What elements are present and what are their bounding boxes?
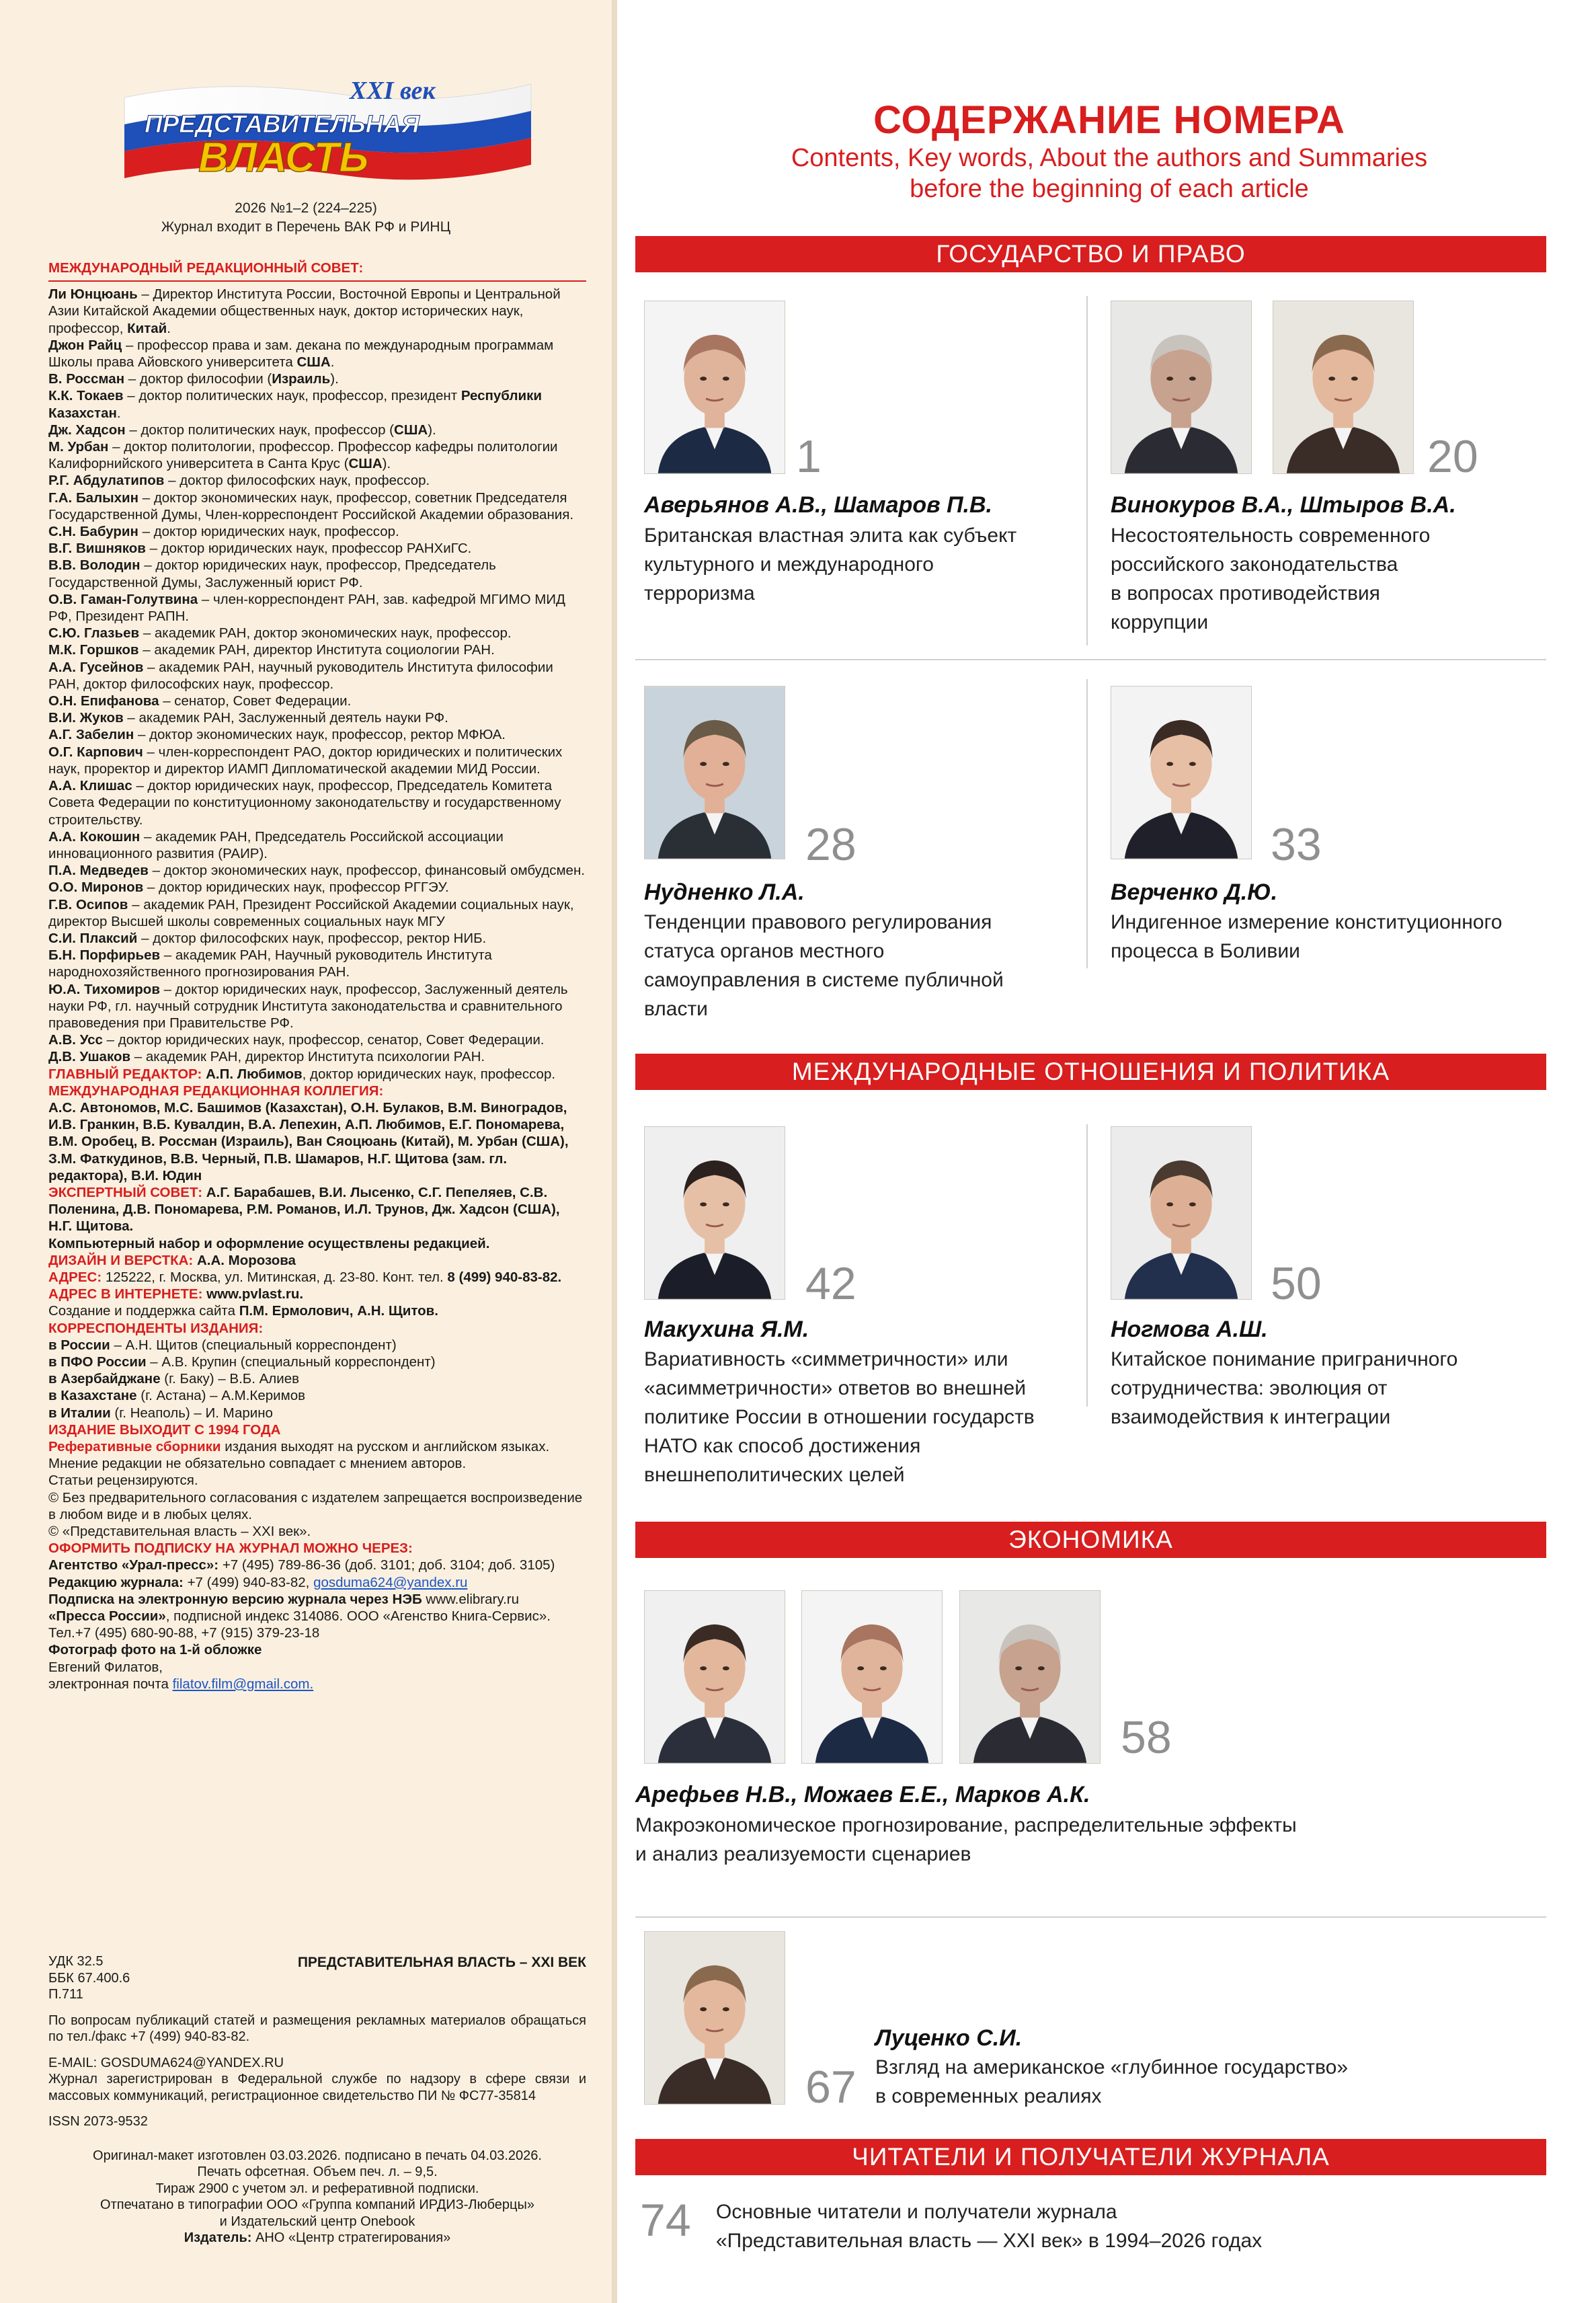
council-member: Г.В. Осипов – академик РАН, Президент Российской Академии социальных наук, директор Высшей школы современных социальных наук МГУ (48, 896, 574, 929)
article-title-line: самоуправления в системе публичной (644, 969, 1004, 991)
publisher: Издатель: АНО «Центр стратегирования» (184, 2230, 451, 2245)
subscribe-pressa: «Пресса России», подписной индекс 314086. ООО «Агенство Книга-Сервис». (48, 1608, 551, 1625)
council-member: О.Н. Епифанова – сенатор, Совет Федерации. (48, 693, 352, 709)
portrait-photo (645, 1932, 785, 2104)
article-authors: Луценко С.И. (875, 2025, 1023, 2051)
corr-item: в ПФО России – А.В. Крупин (специальный корреспондент) (48, 1354, 436, 1370)
portrait-photo (645, 1127, 785, 1299)
address: АДРЕС: 125222, г. Москва, ул. Митинская, д. 23-80. Конт. тел. 8 (499) 940-83-82. (48, 1269, 562, 1285)
article-title[interactable] (716, 2197, 1262, 2255)
article-title-line: в современных реалиях (875, 2085, 1102, 2107)
council-member: М.К. Горшков – академик РАН, директор Института социологии РАН. (48, 642, 495, 658)
article-title-line: коррупции (1111, 611, 1209, 633)
note-copyright: © Без предварительного согласования с издателем запрещается воспроизведение в любом виде и в любых целях. (48, 1489, 583, 1522)
council-member: В.В. Володин – доктор юридических наук, профессор, Председатель Государственной Думы, Заслуженный юрист РФ. (48, 557, 496, 590)
footer-email: E-MAIL: GOSDUMA624@YANDEX.RU (48, 2055, 284, 2070)
bbk: ББК 67.400.6 (48, 1970, 130, 1986)
article-title-line: российского законодательства (1111, 553, 1398, 576)
article-authors: Ногмова А.Ш. (1111, 1317, 1268, 1342)
article-page-number[interactable]: 33 (1271, 819, 1322, 870)
portrait-photo (960, 1591, 1100, 1763)
grid-divider (635, 1916, 1546, 1918)
photo-credit-mail: электронная почта filatov.film@gmail.com. (48, 1676, 314, 1692)
article-title-line: статуса органов местного (644, 940, 885, 962)
article-title[interactable] (1111, 521, 1430, 637)
section-economics[interactable]: ЭКОНОМИКА (635, 1522, 1546, 1558)
article-title[interactable] (875, 2053, 1348, 2111)
web-address: АДРЕС В ИНТЕРНЕТЕ: www.pvlast.ru. (48, 1286, 304, 1302)
issn: ISSN 2073-9532 (48, 2114, 148, 2129)
council-member: С.Ю. Глазьев – академик РАН, доктор экономических наук, профессор. (48, 625, 512, 641)
grid-divider (635, 659, 1546, 660)
council-member: О.Г. Карпович – член-корреспондент РАО, доктор юридических и политических наук, проректор и директор ИАМП Дипломатической академии МИД России. (48, 744, 563, 777)
article-title[interactable] (1111, 908, 1502, 966)
subscribe-editorial: Редакцию журнала: +7 (499) 940-83-82, gosduma624@yandex.ru (48, 1574, 468, 1590)
portrait-photo (1111, 1127, 1251, 1299)
article-title-line: власти (644, 998, 708, 1020)
article-page-number[interactable]: 58 (1121, 1712, 1172, 1763)
article-authors: Винокуров В.А., Штыров В.А. (1111, 492, 1456, 518)
author-photo (1111, 686, 1252, 859)
logo-line2: ВЛАСТЬ (198, 134, 369, 181)
toc-subtitle-2: before the beginning of each article (910, 175, 1309, 203)
council-member: А.А. Клишас – доктор юридических наук, профессор, Председатель Комитета Совета Федерации по конституционному законодательству и государственному строительству. (48, 778, 561, 828)
article-title[interactable] (644, 908, 1004, 1023)
article-title-line: взаимодействия к интеграции (1111, 1406, 1391, 1428)
editorial-info (48, 260, 586, 1692)
article-title-line: культурного и международного (644, 553, 934, 576)
council-member: Г.А. Балыхин – доктор экономических наук, профессор, советник Председателя Государственной Думы, Член-корреспондент Российской Академии образования. (48, 490, 574, 522)
subscribe-tel: Тел.+7 (495) 680-90-88, +7 (915) 379-23-18 (48, 1625, 320, 1641)
p-index: П.711 (48, 1987, 83, 2002)
council-member: Д.В. Ушаков – академик РАН, директор Института психологии РАН. (48, 1049, 485, 1065)
journal-logo (118, 71, 538, 182)
photographer-email-link[interactable]: filatov.film@gmail.com. (172, 1676, 314, 1692)
since-note: ИЗДАНИЕ ВЫХОДИТ С 1994 ГОДА (48, 1421, 281, 1438)
issue-number: 2026 №1–2 (224–225) (235, 200, 377, 216)
article-page-number[interactable]: 42 (805, 1258, 856, 1309)
council-member: С.Н. Бабурин – доктор юридических наук, профессор. (48, 524, 399, 540)
corr-item: в Казахстане (г. Астана) – А.М.Керимов (48, 1388, 306, 1404)
print-info (48, 2148, 586, 2230)
vak-note: Журнал входит в Перечень ВАК РФ и РИНЦ (161, 219, 451, 235)
council-member: С.И. Плаксий – доктор философских наук, профессор, ректор НИБ. (48, 930, 487, 946)
article-title-line: Тенденции правового регулирования (644, 911, 992, 933)
article-page-number[interactable]: 28 (805, 819, 856, 870)
section-international[interactable]: МЕЖДУНАРОДНЫЕ ОТНОШЕНИЯ И ПОЛИТИКА (635, 1054, 1546, 1090)
corr-heading: КОРРЕСПОНДЕНТЫ ИЗДАНИЯ: (48, 1320, 264, 1336)
author-photo (1111, 1126, 1252, 1300)
council-member: Р.Г. Абдулатипов – доктор философских наук, профессор. (48, 473, 430, 489)
print-line: Отпечатано в типографии ООО «Группа компаний ИРДИЗ-Люберцы» (100, 2197, 534, 2212)
article-page-number[interactable]: 50 (1271, 1258, 1322, 1309)
article-title[interactable] (1111, 1345, 1458, 1432)
subscribe-ural: Агентство «Урал-пресс»: +7 (495) 789-86-36 (доб. 3101; доб. 3104; доб. 3105) (48, 1557, 555, 1573)
council-member: О.В. Гаман-Голутвина – член-корреспондент РАН, зав. кафедрой МГИМО МИД РФ, Президент РАПН. (48, 591, 565, 625)
article-authors: Нудненко Л.А. (644, 880, 805, 905)
portrait-photo (645, 687, 785, 859)
council-member: В. Россман – доктор философии (Израиль). (48, 371, 339, 387)
portrait-photo (645, 301, 785, 473)
web-credit: Создание и поддержка сайта П.М. Ермолович, А.Н. Щитов. (48, 1303, 438, 1319)
article-title-line: и анализ реализуемости сценариев (635, 1843, 971, 1865)
article-title[interactable] (644, 1345, 1035, 1489)
editorial-email-link[interactable]: gosduma624@yandex.ru (313, 1574, 468, 1590)
toc-subtitle-1: Contents, Key words, About the authors and Summaries (791, 144, 1428, 172)
portrait-photo (1273, 301, 1413, 473)
corr-list (48, 1337, 586, 1421)
council-member: А.Г. Забелин – доктор экономических наук, профессор, ректор МФЮА. (48, 727, 506, 743)
council-heading: МЕЖДУНАРОДНЫЙ РЕДАКЦИОННЫЙ СОВЕТ: (48, 260, 364, 276)
article-title[interactable] (644, 521, 1016, 608)
article-title[interactable] (635, 1811, 1297, 1869)
design-credit: ДИЗАЙН И ВЕРСТКА: А.А. Морозова (48, 1252, 296, 1268)
typeset-note: Компьютерный набор и оформление осуществлены редакцией. (48, 1235, 490, 1251)
section-readers[interactable]: ЧИТАТЕЛИ И ПОЛУЧАТЕЛИ ЖУРНАЛА (635, 2139, 1546, 2175)
article-title-line: «асимметричности» ответов во внешней (644, 1377, 1026, 1399)
note-opinion: Мнение редакции не обязательно совпадает с мнением авторов. (48, 1456, 467, 1472)
board-members: А.С. Автономов, М.С. Башимов (Казахстан), О.Н. Булаков, В.М. Виноградов, И.В. Гранкин, В.Б. Кувалдин, В.А. Лепехин, А.П. Любимов, Е.Г. Пономарева, В.М. Оробец, В. Россман (Израиль), Ван Сяоцюань (Китай), М. Урбан (США), З.М. Фаткудинов, В.В. Черный, П.В. Шамаров, Н.Г. Щитова (зам. гл. редактора), В.И. Юдин (48, 1099, 569, 1183)
article-title-line: НАТО как способ достижения (644, 1435, 921, 1457)
council-member: Ли Юнцюань – Директор Института России, Восточной Европы и Центральной Азии Китайской Академии общественных наук, доктор исторических наук, профессор, Китай. (48, 286, 561, 336)
council-member: А.А. Кокошин – академик РАН, Председатель Российской ассоциации инновационного развития (РАИР). (48, 828, 504, 861)
photo-credit-label: Фотограф фото на 1-й обложке (48, 1642, 262, 1658)
article-page-number[interactable]: 20 (1427, 431, 1478, 482)
subscribe-neb: Подписка на электронную версию журнала через НЭБ www.elibrary.ru (48, 1591, 519, 1607)
council-member: А.В. Усс – доктор юридических наук, профессор, сенатор, Совет Федерации. (48, 1032, 545, 1048)
heading-divider (48, 280, 586, 282)
author-photo (1111, 301, 1252, 474)
article-title-line: внешнеполитических целей (644, 1464, 905, 1486)
article-title-line: Макроэкономическое прогнозирование, распределительные эффекты (635, 1814, 1297, 1836)
article-page-number[interactable]: 67 (805, 2062, 856, 2113)
author-photo (801, 1590, 943, 1764)
logo-top-text: XXI век (350, 77, 436, 105)
abstracts-note: Реферативные сборники издания выходят на русском и английском языках. (48, 1439, 550, 1455)
article-title-line: Основные читатели и получатели журнала (716, 2201, 1117, 2223)
author-photo (644, 301, 785, 474)
author-photo (959, 1590, 1101, 1764)
council-member: П.А. Медведев – доктор экономических наук, профессор, финансовый омбудсмен. (48, 863, 585, 879)
registration-note: Журнал зарегистрирован в Федеральной службе по надзору в сфере связи и массовых коммуникаций, регистрационное свидетельство ПИ № ФС77-35814 (48, 2072, 586, 2103)
toc-title: СОДЕРЖАНИЕ НОМЕРА (873, 98, 1345, 142)
corr-item: в России – А.Н. Щитов (специальный корреспондент) (48, 1337, 397, 1353)
council-member: М. Урбан – доктор политологии, профессор. Профессор кафедры политологии Калифорнийского университета в Санта Крус (США). (48, 439, 558, 472)
corr-item: в Азербайджане (г. Баку) – В.Б. Алиев (48, 1371, 300, 1387)
udk: УДК 32.5 (48, 1954, 104, 1969)
board-heading: МЕЖДУНАРОДНАЯ РЕДАКЦИОННАЯ КОЛЛЕГИЯ: (48, 1083, 384, 1099)
article-title-line: Британская властная элита как субъект (644, 524, 1017, 547)
print-line: Оригинал-макет изготовлен 03.03.2026. подписано в печать 04.03.2026. (93, 2148, 542, 2163)
logo-line1: ПРЕДСТАВИТЕЛЬНАЯ (145, 110, 420, 138)
article-page-number[interactable]: 1 (796, 431, 822, 482)
article-title-line: Несостоятельность современного (1111, 524, 1431, 547)
print-line: Тираж 2900 с учетом эл. и реферативной подписки. (155, 2181, 479, 2196)
council-member: Дж. Хадсон – доктор политических наук, профессор (США). (48, 422, 436, 438)
article-title-line: Индигенное измерение конституционного (1111, 911, 1503, 933)
author-photo (644, 1126, 785, 1300)
article-authors: Верченко Д.Ю. (1111, 880, 1278, 905)
portrait-photo (645, 1591, 785, 1763)
article-title-line: в вопросах противодействия (1111, 582, 1380, 604)
article-title-line: «Представительная власть — XXI век» в 1994–2026 годах (716, 2230, 1263, 2252)
article-title-line: политике России в отношении государств (644, 1406, 1035, 1428)
note-copyright-2: © «Представительная власть – XXI век». (48, 1524, 311, 1540)
journal-name: ПРЕДСТАВИТЕЛЬНАЯ ВЛАСТЬ – XXI ВЕК (297, 1955, 586, 1970)
ads-note: По вопросам публикаций статей и размещения рекламных материалов обращаться по тел./факс +7 (499) 940-83-82. (48, 2013, 586, 2044)
author-photo (644, 1590, 785, 1764)
chief-editor: ГЛАВНЫЙ РЕДАКТОР: А.П. Любимов, доктор юридических наук, профессор. (48, 1066, 556, 1082)
council-member: Джон Райц – профессор права и зам. декана по международным программам Школы права Айовского университета США. (48, 337, 554, 370)
council-member: Б.Н. Порфирьев – академик РАН, Научный руководитель Института народнохозяйственного прогнозирования РАН. (48, 947, 492, 980)
portrait-photo (1111, 687, 1251, 859)
article-title-line: терроризма (644, 582, 755, 604)
photo-credit-name: Евгений Филатов, (48, 1659, 163, 1675)
article-title-line: Вариативность «симметричности» или (644, 1348, 1008, 1370)
imprint (48, 1953, 586, 2247)
portrait-photo (1111, 301, 1251, 473)
author-photo (1273, 301, 1414, 474)
corr-item: в Италии (г. Неаполь) – И. Марино (48, 1405, 273, 1421)
council-member: В.И. Жуков – академик РАН, Заслуженный деятель науки РФ. (48, 710, 448, 726)
masthead-sidebar (0, 0, 612, 2303)
article-title-line: процесса в Боливии (1111, 940, 1300, 962)
council-member: Ю.А. Тихомиров – доктор юридических наук, профессор, Заслуженный деятель науки РФ, гл. научный сотрудник Института законодательства и сравнительного правоведения при Правительстве РФ. (48, 981, 568, 1031)
council-member: В.Г. Вишняков – доктор юридических наук, профессор РАНХиГС. (48, 541, 472, 557)
grid-divider (1086, 296, 1088, 646)
author-photo (644, 686, 785, 859)
section-state-law[interactable]: ГОСУДАРСТВО И ПРАВО (635, 236, 1546, 272)
council-member: А.А. Гусейнов – академик РАН, научный руководитель Института философии РАН, доктор философских наук, профессор. (48, 659, 553, 692)
article-authors: Аверьянов А.В., Шамаров П.В. (644, 492, 992, 518)
author-photo (644, 1931, 785, 2105)
web-link[interactable]: www.pvlast.ru. (206, 1286, 304, 1302)
article-authors: Арефьев Н.В., Можаев Е.Е., Марков А.К. (635, 1782, 1090, 1807)
grid-divider (1086, 679, 1088, 968)
print-line: и Издательский центр Onebook (219, 2214, 415, 2229)
article-title-line: Китайское понимание приграничного (1111, 1348, 1458, 1370)
article-title-line: сотрудничества: эволюция от (1111, 1377, 1388, 1399)
article-title-line: Взгляд на американское «глубинное государство» (875, 2056, 1349, 2078)
council-list (48, 286, 586, 1065)
portrait-photo (802, 1591, 942, 1763)
sidebar-edge (612, 0, 617, 2303)
article-page-number[interactable]: 74 (640, 2195, 691, 2246)
expert-council: ЭКСПЕРТНЫЙ СОВЕТ: А.Г. Барабашев, В.И. Лысенко, С.Г. Пепеляев, С.В. Поленина, Д.В. Пономарева, Р.М. Романов, И.Л. Трунов, Дж. Хадсон (США), Н.Г. Щитова. (48, 1184, 560, 1235)
print-line: Печать офсетная. Объем печ. л. – 9,5. (197, 2164, 438, 2179)
note-review: Статьи рецензируются. (48, 1473, 198, 1489)
article-authors: Макухина Я.М. (644, 1317, 809, 1342)
subscribe-heading: ОФОРМИТЬ ПОДПИСКУ НА ЖУРНАЛ МОЖНО ЧЕРЕЗ: (48, 1540, 413, 1557)
council-member: К.К. Токаев – доктор политических наук, профессор, президент Республики Казахстан. (48, 388, 542, 421)
grid-divider (1086, 1124, 1088, 1407)
council-member: О.О. Миронов – доктор юридических наук, профессор РГГЭУ. (48, 880, 449, 896)
